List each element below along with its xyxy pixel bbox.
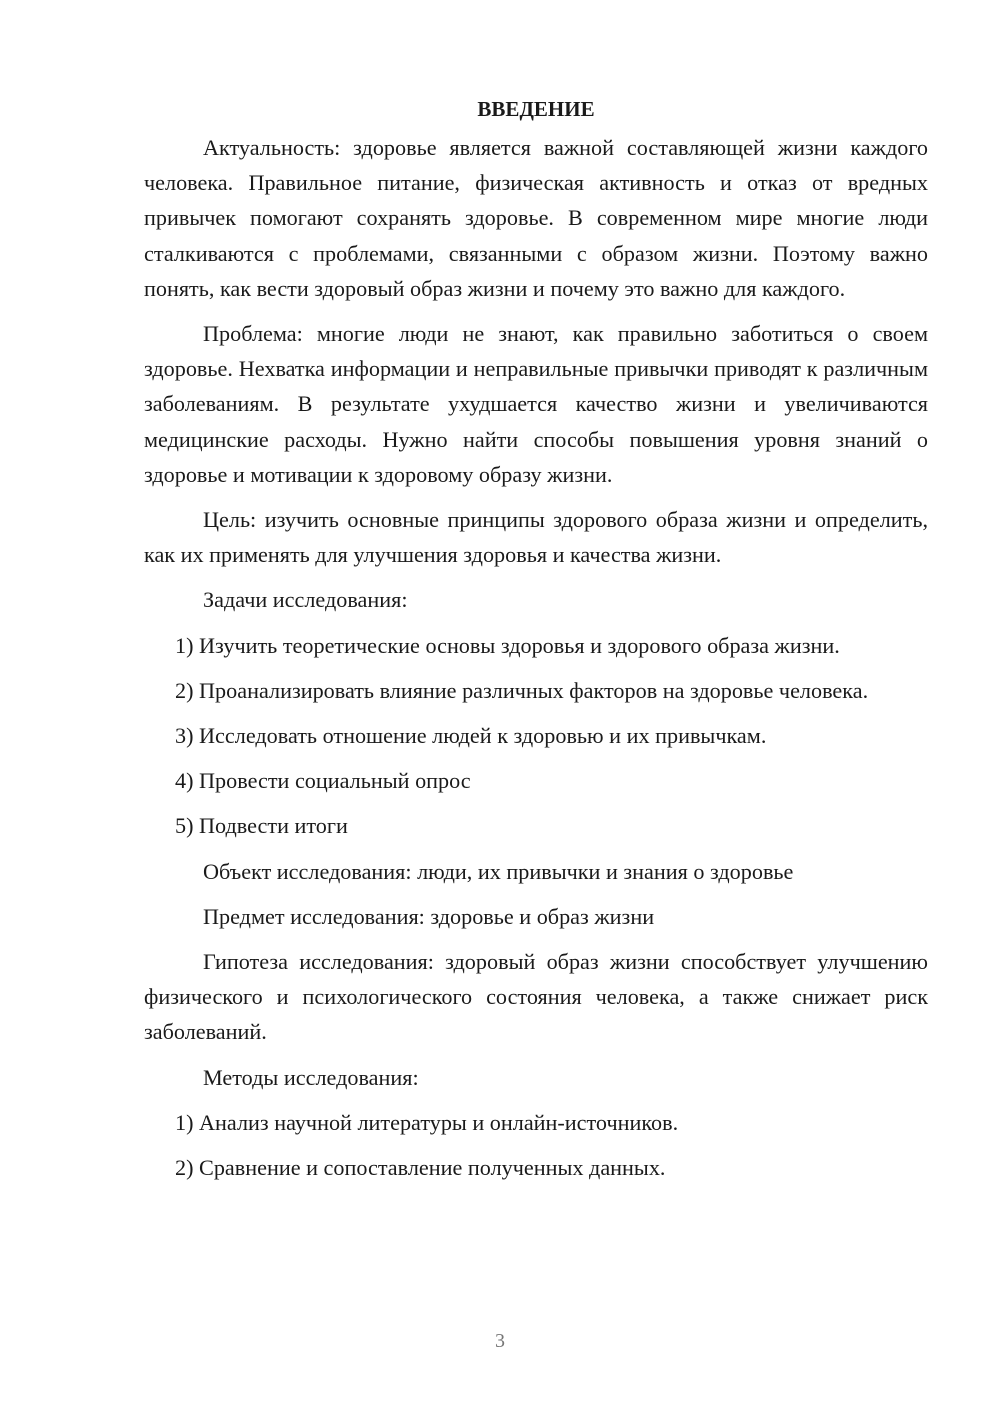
problem-paragraph: Проблема: многие люди не знают, как правильно заботиться о своем здоровье. Нехватка информации и неправильные привычки приводят к различным заболеваниям. В результате ухудшается качество жизни и увеличиваются медицинские расходы. Нужно найти способы повышения уровня знаний о здоровье и мотивации к здоровому образу жизни. [144,321,928,487]
task-item: 1) Изучить теоретические основы здоровья и здорового образа жизни. [175,632,840,658]
tasks-heading: Задачи исследования: [203,587,408,613]
document-page [144,92,928,1185]
task-item: 3) Исследовать отношение людей к здоровью и их привычкам. [175,723,767,749]
methods-heading: Методы исследования: [203,1064,419,1090]
task-item: 2) Проанализировать влияние различных факторов на здоровье человека. [175,677,869,703]
hypothesis-paragraph: Гипотеза исследования: здоровый образ жизни способствует улучшению физического и психологического состояния человека, а также снижает риск заболеваний. [144,949,928,1045]
page-number: 3 [495,1330,505,1352]
goal-paragraph: Цель: изучить основные принципы здорового образа жизни и определить, как их применять для улучшения здоровья и качества жизни. [144,507,928,568]
task-item: 5) Подвести итоги [175,813,348,839]
object-paragraph: Объект исследования: люди, их привычки и знания о здоровье [203,858,794,884]
task-item: 4) Провести социальный опрос [175,768,471,794]
relevance-paragraph: Актуальность: здоровье является важной составляющей жизни каждого человека. Правильное питание, физическая активность и отказ от вредных привычек помогают сохранять здоровье. В современном мире многие люди сталкиваются с проблемами, связанными с образом жизни. Поэтому важно понять, как вести здоровый образ жизни и почему это важно для каждого. [144,135,928,301]
page-title: ВВЕДЕНИЕ [477,97,595,121]
method-item: 2) Сравнение и сопоставление полученных данных. [175,1155,666,1181]
method-item: 1) Анализ научной литературы и онлайн-источников. [175,1109,679,1135]
subject-paragraph: Предмет исследования: здоровье и образ жизни [203,903,655,929]
